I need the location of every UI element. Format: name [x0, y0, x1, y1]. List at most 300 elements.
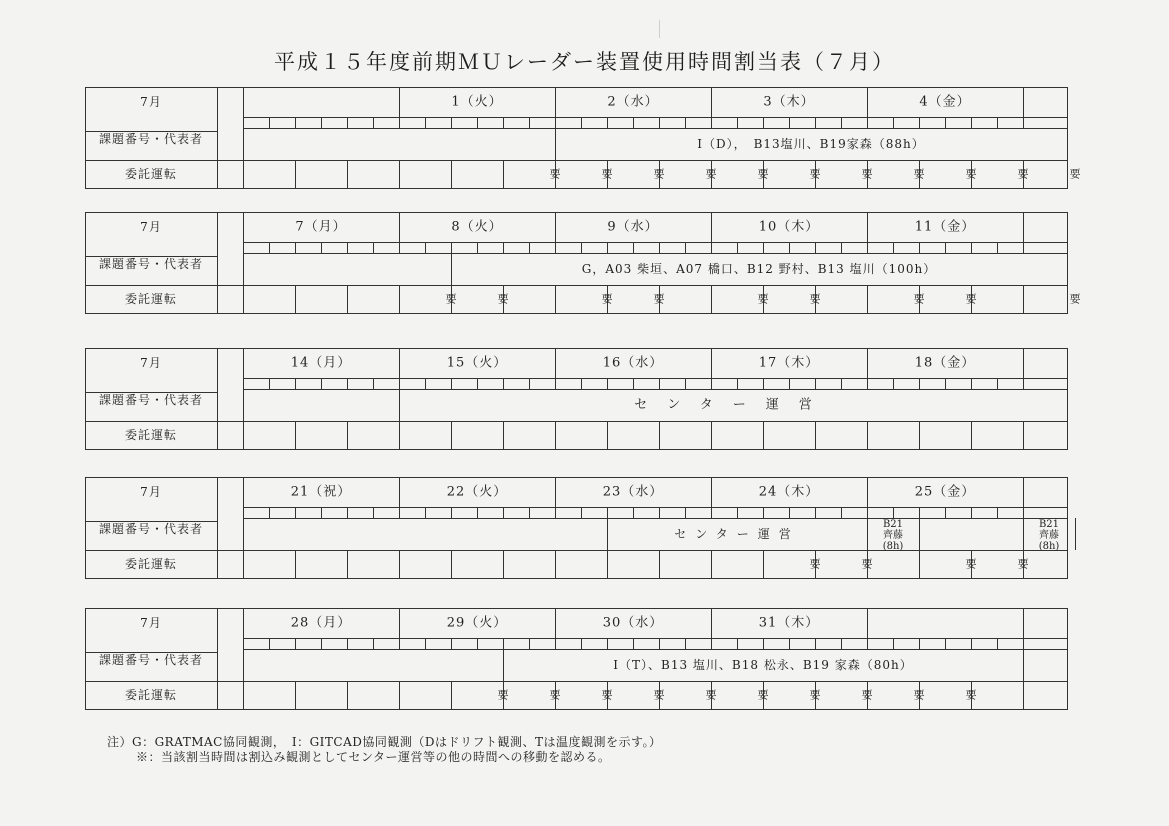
grid-line	[893, 117, 894, 128]
assignment-line: 齊藤	[883, 530, 903, 541]
day-header: 11（金）	[914, 219, 976, 235]
grid-line	[659, 507, 660, 518]
grid-line	[269, 242, 270, 253]
request-mark: 要	[809, 167, 821, 181]
grid-line	[607, 117, 608, 128]
assignee-label: 課題番号・代表者	[98, 392, 204, 407]
contract-label: 委託運転	[124, 428, 178, 442]
grid-line	[399, 378, 400, 389]
assignee-label: 課題番号・代表者	[98, 652, 204, 667]
grid-line	[1067, 348, 1068, 450]
request-mark: 要	[965, 557, 977, 571]
grid-line	[425, 378, 426, 389]
grid-line	[841, 378, 842, 389]
grid-line	[841, 507, 842, 518]
grid-line	[243, 87, 244, 188]
grid-line	[347, 160, 348, 188]
grid-line	[217, 477, 218, 578]
request-mark: 要	[965, 167, 977, 181]
grid-line	[373, 638, 374, 649]
request-mark: 要	[705, 167, 717, 181]
assignment-text: I（D）， B13塩川、B19家森（88h）	[697, 137, 925, 151]
note-line-2: ※：当該割当時間は割込み観測としてセンター運営等の他の時間への移動を認める。	[136, 750, 611, 764]
grid-line	[243, 638, 244, 649]
grid-line	[503, 638, 504, 649]
grid-line	[243, 242, 244, 253]
grid-line	[451, 160, 452, 188]
grid-line	[477, 638, 478, 649]
grid-line	[85, 449, 1067, 450]
grid-line	[85, 477, 1067, 478]
grid-line	[867, 285, 868, 313]
grid-line	[243, 348, 244, 449]
grid-line	[451, 421, 452, 449]
grid-line	[581, 507, 582, 518]
grid-line	[503, 117, 504, 128]
day-header: 7（月）	[295, 219, 347, 235]
grid-line	[841, 242, 842, 253]
request-mark: 要	[757, 167, 769, 181]
grid-line	[85, 608, 86, 709]
grid-line	[1023, 507, 1024, 518]
grid-line	[399, 421, 400, 449]
grid-line	[815, 421, 816, 449]
grid-line	[763, 378, 764, 389]
grid-line	[789, 507, 790, 518]
grid-line	[607, 550, 608, 578]
grid-line	[919, 507, 920, 518]
assignment-line: (8h)	[1038, 541, 1060, 552]
grid-line	[893, 242, 894, 253]
grid-line	[243, 212, 244, 313]
grid-line	[269, 117, 270, 128]
grid-line	[451, 550, 452, 578]
request-mark: 要	[601, 688, 613, 702]
grid-line	[607, 518, 608, 550]
grid-line	[503, 649, 504, 681]
grid-line	[555, 507, 556, 518]
day-header: 23（水）	[602, 484, 664, 500]
grid-line	[347, 638, 348, 649]
request-mark: 要	[445, 292, 457, 306]
grid-line	[685, 638, 686, 649]
grid-line	[711, 638, 712, 649]
page-crease	[659, 20, 660, 38]
day-header: 29（火）	[446, 615, 508, 631]
grid-line	[1075, 518, 1076, 550]
grid-line	[217, 87, 218, 188]
grid-line	[85, 348, 1067, 349]
request-mark: 要	[1017, 557, 1029, 571]
grid-line	[399, 507, 400, 518]
month-label: 7月	[140, 485, 162, 499]
day-header: 18（金）	[914, 355, 976, 371]
grid-line	[919, 242, 920, 253]
grid-line	[789, 638, 790, 649]
grid-line	[1023, 378, 1024, 389]
grid-line	[971, 507, 972, 518]
request-mark: 要	[549, 167, 561, 181]
assignee-label: 課題番号・代表者	[98, 256, 204, 271]
grid-line	[425, 242, 426, 253]
grid-line	[555, 128, 556, 160]
grid-line	[815, 117, 816, 128]
request-mark: 要	[965, 292, 977, 306]
grid-line	[893, 638, 894, 649]
assignment-block	[867, 519, 919, 552]
contract-label: 委託運転	[124, 167, 178, 181]
grid-line	[919, 550, 920, 578]
assignment-line: (8h)	[882, 541, 904, 552]
grid-line	[243, 389, 1067, 390]
week-table	[85, 212, 1081, 314]
grid-line	[243, 477, 244, 578]
grid-line	[477, 242, 478, 253]
grid-line	[971, 242, 972, 253]
grid-line	[711, 550, 712, 578]
grid-line	[945, 638, 946, 649]
grid-line	[607, 242, 608, 253]
grid-line	[945, 242, 946, 253]
grid-line	[503, 507, 504, 518]
grid-line	[321, 638, 322, 649]
grid-line	[347, 681, 348, 709]
grid-line	[711, 378, 712, 389]
day-header: 22（火）	[446, 484, 508, 500]
grid-line	[85, 87, 86, 188]
grid-line	[321, 378, 322, 389]
grid-line	[269, 378, 270, 389]
grid-line	[763, 507, 764, 518]
grid-line	[555, 117, 556, 128]
day-header: 15（火）	[446, 355, 508, 371]
grid-line	[295, 681, 296, 709]
grid-line	[711, 421, 712, 449]
day-header: 9（水）	[607, 219, 659, 235]
request-mark: 要	[809, 292, 821, 306]
day-header: 10（木）	[758, 219, 820, 235]
grid-line	[919, 638, 920, 649]
week-table	[85, 348, 1067, 450]
request-mark: 要	[549, 688, 561, 702]
grid-line	[919, 117, 920, 128]
grid-line	[685, 378, 686, 389]
grid-line	[867, 117, 868, 128]
grid-line	[373, 378, 374, 389]
grid-line	[815, 378, 816, 389]
grid-line	[867, 242, 868, 253]
grid-line	[451, 117, 452, 128]
request-mark: 要	[653, 292, 665, 306]
grid-line	[399, 638, 400, 649]
assignee-label: 課題番号・代表者	[98, 131, 204, 146]
request-mark: 要	[497, 292, 509, 306]
grid-line	[737, 117, 738, 128]
grid-line	[633, 117, 634, 128]
grid-line	[451, 253, 452, 285]
request-mark: 要	[1069, 167, 1081, 181]
grid-line	[763, 242, 764, 253]
grid-line	[581, 378, 582, 389]
grid-line	[85, 212, 86, 313]
grid-line	[1023, 681, 1024, 709]
grid-line	[555, 638, 556, 649]
grid-line	[503, 378, 504, 389]
grid-line	[295, 638, 296, 649]
request-mark: 要	[653, 167, 665, 181]
grid-line	[555, 378, 556, 389]
grid-line	[763, 550, 764, 578]
grid-line	[945, 378, 946, 389]
week-table	[85, 87, 1081, 189]
assignment-line: 齊藤	[1039, 530, 1059, 541]
contract-label: 委託運転	[124, 557, 178, 571]
grid-line	[425, 638, 426, 649]
grid-line	[945, 507, 946, 518]
grid-line	[919, 378, 920, 389]
day-header: 31（木）	[758, 615, 820, 631]
grid-line	[659, 117, 660, 128]
grid-line	[711, 117, 712, 128]
request-mark: 要	[757, 292, 769, 306]
grid-line	[555, 550, 556, 578]
grid-line	[451, 681, 452, 709]
grid-line	[529, 638, 530, 649]
grid-line	[217, 608, 218, 709]
grid-line	[295, 117, 296, 128]
grid-line	[555, 242, 556, 253]
grid-line	[815, 507, 816, 518]
assignee-label: 課題番号・代表者	[98, 521, 204, 536]
grid-line	[243, 253, 1067, 254]
contract-label: 委託運転	[124, 688, 178, 702]
assignment-line: B21	[1038, 519, 1060, 530]
grid-line	[867, 378, 868, 389]
grid-line	[85, 578, 1067, 579]
grid-line	[659, 638, 660, 649]
grid-line	[815, 242, 816, 253]
day-header: 30（水）	[602, 615, 664, 631]
grid-line	[217, 212, 218, 313]
grid-line	[607, 421, 608, 449]
grid-line	[971, 638, 972, 649]
day-header: 17（木）	[758, 355, 820, 371]
grid-line	[763, 638, 764, 649]
grid-line	[243, 117, 244, 128]
grid-line	[633, 242, 634, 253]
grid-line	[295, 421, 296, 449]
grid-line	[425, 117, 426, 128]
day-header: 16（水）	[602, 355, 664, 371]
request-mark: 要	[861, 557, 873, 571]
grid-line	[659, 242, 660, 253]
grid-line	[85, 212, 1067, 213]
grid-line	[1023, 117, 1024, 128]
request-mark: 要	[601, 167, 613, 181]
request-mark: 要	[705, 688, 717, 702]
grid-line	[633, 507, 634, 518]
grid-line	[607, 507, 608, 518]
grid-line	[295, 378, 296, 389]
grid-line	[503, 160, 504, 188]
grid-line	[477, 117, 478, 128]
grid-line	[945, 117, 946, 128]
grid-line	[841, 117, 842, 128]
assignment-text: センター運営	[634, 397, 832, 413]
grid-line	[685, 507, 686, 518]
week-table	[85, 608, 1067, 710]
grid-line	[607, 638, 608, 649]
grid-line	[503, 242, 504, 253]
grid-line	[711, 285, 712, 313]
grid-line	[399, 117, 400, 128]
request-mark: 要	[757, 688, 769, 702]
grid-line	[789, 117, 790, 128]
assignment-line: B21	[882, 519, 904, 530]
grid-line	[1023, 649, 1024, 681]
assignment-text: G，A03 柴垣、A07 橋口、B12 野村、B13 塩川（100h）	[581, 262, 937, 276]
grid-line	[997, 117, 998, 128]
request-mark: 要	[497, 688, 509, 702]
grid-line	[737, 507, 738, 518]
month-label: 7月	[140, 616, 162, 630]
grid-line	[399, 242, 400, 253]
grid-line	[243, 518, 1067, 519]
grid-line	[1023, 285, 1024, 313]
grid-line	[85, 188, 1067, 189]
request-mark: 要	[965, 688, 977, 702]
grid-line	[659, 421, 660, 449]
month-label: 7月	[140, 356, 162, 370]
grid-line	[347, 378, 348, 389]
grid-line	[477, 507, 478, 518]
grid-line	[217, 348, 218, 449]
grid-line	[347, 285, 348, 313]
grid-line	[347, 507, 348, 518]
grid-line	[321, 507, 322, 518]
request-mark: 要	[809, 688, 821, 702]
grid-line	[971, 421, 972, 449]
grid-line	[997, 378, 998, 389]
grid-line	[451, 507, 452, 518]
grid-line	[1067, 87, 1068, 189]
grid-line	[243, 507, 1067, 508]
day-header: 24（木）	[758, 484, 820, 500]
grid-line	[659, 378, 660, 389]
grid-line	[763, 117, 764, 128]
grid-line	[85, 477, 86, 578]
grid-line	[321, 242, 322, 253]
grid-line	[269, 638, 270, 649]
grid-line	[789, 242, 790, 253]
grid-line	[607, 378, 608, 389]
grid-line	[1023, 638, 1024, 649]
request-mark: 要	[653, 688, 665, 702]
day-header: 8（火）	[451, 219, 503, 235]
grid-line	[425, 507, 426, 518]
grid-line	[243, 638, 1067, 639]
grid-line	[399, 389, 400, 421]
day-header: 25（金）	[914, 484, 976, 500]
day-header: 3（木）	[763, 94, 815, 110]
grid-line	[893, 507, 894, 518]
grid-line	[399, 681, 400, 709]
day-header: 1（火）	[451, 94, 503, 110]
request-mark: 要	[1069, 292, 1081, 306]
grid-line	[633, 378, 634, 389]
request-mark: 要	[913, 688, 925, 702]
request-mark: 要	[913, 167, 925, 181]
grid-line	[633, 638, 634, 649]
day-header: 21（祝）	[290, 484, 352, 500]
day-header: 2（水）	[607, 94, 659, 110]
grid-line	[451, 378, 452, 389]
day-header: 4（金）	[919, 94, 971, 110]
grid-line	[243, 378, 244, 389]
grid-line	[659, 550, 660, 578]
grid-line	[529, 117, 530, 128]
day-header: 14（月）	[290, 355, 352, 371]
grid-line	[295, 285, 296, 313]
grid-line	[1023, 242, 1024, 253]
grid-line	[399, 285, 400, 313]
grid-line	[347, 117, 348, 128]
grid-line	[1023, 421, 1024, 449]
note-line-1: 注）G：GRATMAC協同観測， I：GITCAD協同観測（Dはドリフト観測、Tは温度観測を示す。）	[107, 735, 662, 749]
grid-line	[243, 507, 244, 518]
grid-line	[503, 421, 504, 449]
contract-label: 委託運転	[124, 292, 178, 306]
grid-line	[867, 638, 868, 649]
grid-line	[763, 421, 764, 449]
grid-line	[737, 638, 738, 649]
grid-line	[243, 128, 1067, 129]
grid-line	[1067, 212, 1068, 314]
request-mark: 要	[861, 167, 873, 181]
grid-line	[919, 421, 920, 449]
grid-line	[243, 242, 1067, 243]
request-mark: 要	[861, 688, 873, 702]
assignment-block	[1023, 519, 1075, 552]
day-header: 28（月）	[290, 615, 352, 631]
grid-line	[971, 378, 972, 389]
grid-line	[893, 378, 894, 389]
grid-line	[295, 160, 296, 188]
grid-line	[1067, 608, 1068, 710]
grid-line	[997, 242, 998, 253]
assignment-text: センター運営	[674, 527, 800, 541]
month-label: 7月	[140, 95, 162, 109]
grid-line	[451, 638, 452, 649]
grid-line	[815, 638, 816, 649]
grid-line	[243, 378, 1067, 379]
grid-line	[711, 507, 712, 518]
grid-line	[737, 378, 738, 389]
grid-line	[347, 242, 348, 253]
grid-line	[867, 507, 868, 518]
grid-line	[85, 709, 1067, 710]
grid-line	[581, 117, 582, 128]
grid-line	[685, 242, 686, 253]
grid-line	[711, 242, 712, 253]
grid-line	[477, 378, 478, 389]
week-table	[85, 477, 1067, 579]
grid-line	[919, 518, 920, 550]
grid-line	[269, 507, 270, 518]
grid-line	[295, 507, 296, 518]
grid-line	[373, 117, 374, 128]
grid-line	[295, 242, 296, 253]
